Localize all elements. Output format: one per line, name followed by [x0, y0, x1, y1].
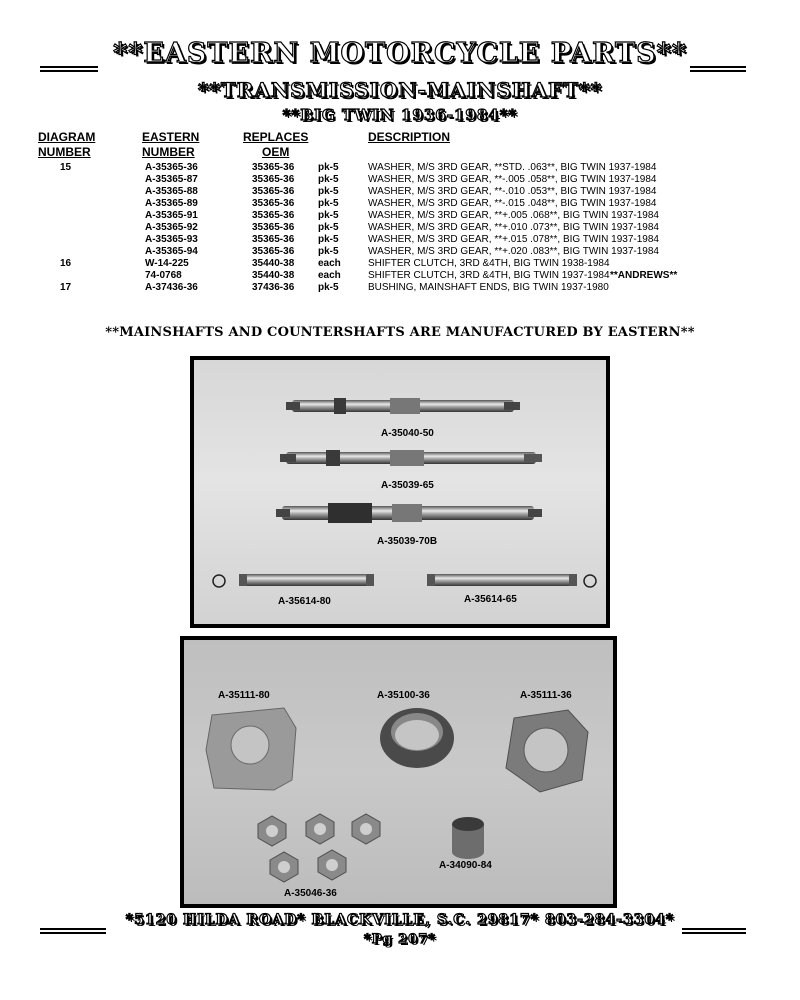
- mainshaft-photo: [190, 356, 610, 628]
- table-row: [0, 282, 800, 294]
- diagram-number-cell: 16: [60, 258, 72, 269]
- ring-center-shape: [380, 708, 454, 768]
- table-row: [0, 174, 800, 186]
- eastern-number-cell: A-35365-88: [145, 186, 198, 197]
- col-header-eastern: [142, 130, 199, 160]
- description-cell: WASHER, M/S 3RD GEAR, **-.005 .058**, BIG TWIN 1937-1984: [368, 174, 657, 185]
- photo-label: A-35614-80: [278, 596, 331, 607]
- photo-label: A-35614-65: [464, 594, 517, 605]
- table-row: [0, 246, 800, 258]
- eastern-number-cell: A-35365-91: [145, 210, 198, 221]
- description-cell: BUSHING, MAINSHAFT ENDS, BIG TWIN 1937-1980: [368, 282, 609, 293]
- eastern-number-cell: W-14-225: [145, 258, 189, 269]
- eastern-number-cell: A-35365-87: [145, 174, 198, 185]
- description-cell: SHIFTER CLUTCH, 3RD &4TH, BIG TWIN 1937-1984: [368, 270, 610, 281]
- mainshaft-hardware-photo: [180, 636, 617, 908]
- page-title: **EASTERN MOTORCYCLE PARTS**: [113, 38, 687, 69]
- col-header-replaces: [243, 130, 308, 160]
- description-cell: WASHER, M/S 3RD GEAR, **-.015 .048**, BIG TWIN 1937-1984: [368, 198, 657, 209]
- unit-cell: pk-5: [318, 282, 339, 293]
- description-cell: WASHER, M/S 3RD GEAR, **-.010 .053**, BIG TWIN 1937-1984: [368, 186, 657, 197]
- photo-label: A-35039-70B: [377, 536, 438, 547]
- photo-label: A-35111-36: [520, 690, 572, 701]
- table-row: [0, 234, 800, 246]
- plate-left-shape: [206, 708, 296, 790]
- page-number: *Pg 207*: [363, 932, 437, 947]
- oem-number-cell: 35365-36: [252, 210, 295, 221]
- table-row: [0, 162, 800, 174]
- col-header-replaces-line2: OEM: [262, 145, 290, 159]
- oem-number-cell: 35365-36: [252, 186, 295, 197]
- table-row: [0, 210, 800, 222]
- table-row: [0, 186, 800, 198]
- footer-address: *5120 HILDA ROAD* BLACKVILLE, S.C. 29817* 803-284-3304*: [125, 912, 675, 928]
- unit-cell: pk-5: [318, 198, 339, 209]
- description-cell: WASHER, M/S 3RD GEAR, **+.020 .083**, BIG TWIN 1937-1984: [368, 246, 659, 257]
- unit-cell: pk-5: [318, 246, 339, 257]
- table-row: [0, 198, 800, 210]
- pin-left-shape: [213, 574, 374, 587]
- photo-label: A-35046-36: [284, 888, 337, 899]
- eastern-number-cell: A-35365-92: [145, 222, 198, 233]
- oem-number-cell: 35440-38: [252, 270, 295, 281]
- col-header-eastern-line1: EASTERN: [142, 130, 200, 144]
- oem-number-cell: 35440-38: [252, 258, 295, 269]
- unit-cell: pk-5: [318, 162, 339, 173]
- model-range-title: **BIG TWIN 1936-1984**: [282, 106, 518, 124]
- description-cell: SHIFTER CLUTCH, 3RD &4TH, BIG TWIN 1938-1984: [368, 258, 610, 269]
- table-row: [0, 222, 800, 234]
- oem-number-cell: 35365-36: [252, 162, 295, 173]
- unit-cell: pk-5: [318, 234, 339, 245]
- bushing-shape: [452, 817, 484, 859]
- diagram-number-cell: 17: [60, 282, 72, 293]
- oem-number-cell: 35365-36: [252, 234, 295, 245]
- col-header-eastern-line2: NUMBER: [142, 145, 195, 159]
- plate-right-shape: [506, 710, 588, 792]
- oem-number-cell: 35365-36: [252, 222, 295, 233]
- shaft-1-shape: [286, 398, 520, 414]
- eastern-number-cell: A-35365-89: [145, 198, 198, 209]
- unit-cell: each: [318, 258, 341, 269]
- unit-cell: pk-5: [318, 174, 339, 185]
- oem-number-cell: 37436-36: [252, 282, 295, 293]
- photo-label: A-35039-65: [381, 480, 434, 491]
- photo-label: A-34090-84: [439, 860, 492, 871]
- shaft-2-shape: [280, 450, 542, 466]
- unit-cell: pk-5: [318, 210, 339, 221]
- eastern-number-cell: A-35365-36: [145, 162, 198, 173]
- unit-cell: pk-5: [318, 222, 339, 233]
- shaft-3-shape: [276, 503, 542, 523]
- col-header-replaces-line1: REPLACES: [243, 130, 309, 144]
- table-row: [0, 258, 800, 270]
- eastern-number-cell: A-37436-36: [145, 282, 198, 293]
- description-cell: WASHER, M/S 3RD GEAR, **+.010 .073**, BIG TWIN 1937-1984: [368, 222, 659, 233]
- oem-number-cell: 35365-36: [252, 246, 295, 257]
- description-cell: WASHER, M/S 3RD GEAR, **STD. .063**, BIG TWIN 1937-1984: [368, 162, 657, 173]
- mainshaft-hardware-photo-image: [184, 640, 613, 904]
- mainshaft-photo-image: [194, 360, 606, 624]
- table-row: [0, 270, 800, 282]
- col-header-diagram-line2: NUMBER: [38, 145, 91, 159]
- photo-label: A-35111-80: [218, 690, 270, 701]
- oem-number-cell: 35365-36: [252, 174, 295, 185]
- unit-cell: each: [318, 270, 341, 281]
- unit-cell: pk-5: [318, 186, 339, 197]
- description-cell: WASHER, M/S 3RD GEAR, **+.005 .068**, BIG TWIN 1937-1984: [368, 210, 659, 221]
- section-title: **TRANSMISSION-MAINSHAFT**: [197, 78, 603, 102]
- oem-number-cell: 35365-36: [252, 198, 295, 209]
- photo-label: A-35040-50: [381, 428, 434, 439]
- description-emphasis: **ANDREWS**: [610, 270, 678, 281]
- pin-right-shape: [427, 574, 596, 587]
- col-header-diagram-line1: DIAGRAM: [38, 130, 96, 144]
- eastern-number-cell: A-35365-94: [145, 246, 198, 257]
- eastern-number-cell: 74-0768: [145, 270, 182, 281]
- description-cell: WASHER, M/S 3RD GEAR, **+.015 .078**, BIG TWIN 1937-1984: [368, 234, 659, 245]
- manufacturing-note: **MAINSHAFTS AND COUNTERSHAFTS ARE MANUFACTURED BY EASTERN**: [105, 325, 695, 340]
- eastern-number-cell: A-35365-93: [145, 234, 198, 245]
- diagram-number-cell: 15: [60, 162, 72, 173]
- col-header-diagram: [38, 130, 95, 160]
- photo-label: A-35100-36: [377, 690, 430, 701]
- col-header-description: DESCRIPTION: [368, 130, 451, 144]
